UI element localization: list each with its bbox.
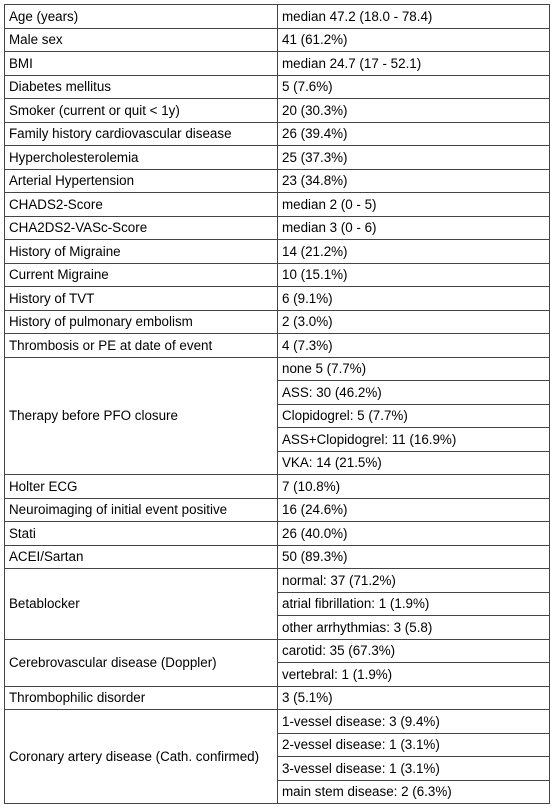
table-row: [5, 639, 550, 663]
table-row: [5, 99, 550, 123]
row-label: BMI: [5, 52, 278, 76]
table-row: [5, 193, 550, 217]
table-row: [5, 216, 550, 240]
row-value: 23 (34.8%): [278, 169, 550, 193]
row-label: History of Migraine: [5, 240, 278, 264]
row-value: ASS+Clopidogrel: 11 (16.9%): [278, 428, 550, 452]
row-label: CHA2DS2-VASc-Score: [5, 216, 278, 240]
table-row: [5, 522, 550, 546]
row-label: Family history cardiovascular disease: [5, 122, 278, 146]
row-value: 6 (9.1%): [278, 287, 550, 311]
table-row: [5, 263, 550, 287]
row-value: 5 (7.6%): [278, 75, 550, 99]
row-value: carotid: 35 (67.3%): [278, 639, 550, 663]
row-value: Clopidogrel: 5 (7.7%): [278, 404, 550, 428]
row-value: median 24.7 (17 - 52.1): [278, 52, 550, 76]
row-value: 3 (5.1%): [278, 686, 550, 710]
table-row: [5, 240, 550, 264]
row-label: Diabetes mellitus: [5, 75, 278, 99]
row-value: main stem disease: 2 (6.3%): [278, 780, 550, 804]
table-row: [5, 310, 550, 334]
row-label: History of TVT: [5, 287, 278, 311]
table-row: [5, 75, 550, 99]
row-label: ACEI/Sartan: [5, 545, 278, 569]
row-value: median 2 (0 - 5): [278, 193, 550, 217]
row-value: 3-vessel disease: 1 (3.1%): [278, 757, 550, 781]
row-value: 1-vessel disease: 3 (9.4%): [278, 710, 550, 734]
characteristics-table: [4, 4, 550, 804]
table-row: [5, 475, 550, 499]
characteristics-table-body: [5, 5, 550, 804]
row-label: Smoker (current or quit < 1y): [5, 99, 278, 123]
row-value: 26 (39.4%): [278, 122, 550, 146]
row-value: normal: 37 (71.2%): [278, 569, 550, 593]
row-label: Cerebrovascular disease (Doppler): [5, 639, 278, 686]
table-row: [5, 710, 550, 734]
row-label: Holter ECG: [5, 475, 278, 499]
row-value: VKA: 14 (21.5%): [278, 451, 550, 475]
row-value: 14 (21.2%): [278, 240, 550, 264]
row-label: History of pulmonary embolism: [5, 310, 278, 334]
table-row: [5, 334, 550, 358]
table-row: [5, 357, 550, 381]
table-row: [5, 498, 550, 522]
table-row: [5, 545, 550, 569]
row-label: Neuroimaging of initial event positive: [5, 498, 278, 522]
row-value: 25 (37.3%): [278, 146, 550, 170]
row-label: Hypercholesterolemia: [5, 146, 278, 170]
row-value: 41 (61.2%): [278, 28, 550, 52]
row-value: atrial fibrillation: 1 (1.9%): [278, 592, 550, 616]
row-value: 20 (30.3%): [278, 99, 550, 123]
table-row: [5, 52, 550, 76]
row-value: none 5 (7.7%): [278, 357, 550, 381]
row-label: CHADS2-Score: [5, 193, 278, 217]
row-value: 2-vessel disease: 1 (3.1%): [278, 733, 550, 757]
table-row: [5, 122, 550, 146]
row-value: median 47.2 (18.0 - 78.4): [278, 5, 550, 29]
table-row: [5, 287, 550, 311]
row-value: 26 (40.0%): [278, 522, 550, 546]
row-label: Thrombophilic disorder: [5, 686, 278, 710]
row-label: Arterial Hypertension: [5, 169, 278, 193]
row-value: ASS: 30 (46.2%): [278, 381, 550, 405]
table-row: [5, 146, 550, 170]
table-row: [5, 686, 550, 710]
row-value: 10 (15.1%): [278, 263, 550, 287]
row-label: Thrombosis or PE at date of event: [5, 334, 278, 358]
row-label: Current Migraine: [5, 263, 278, 287]
row-label: Coronary artery disease (Cath. confirmed): [5, 710, 278, 804]
row-value: 7 (10.8%): [278, 475, 550, 499]
row-value: median 3 (0 - 6): [278, 216, 550, 240]
row-label: Therapy before PFO closure: [5, 357, 278, 475]
row-value: other arrhythmias: 3 (5.8): [278, 616, 550, 640]
table-row: [5, 169, 550, 193]
row-label: Male sex: [5, 28, 278, 52]
table-row: [5, 28, 550, 52]
row-label: Stati: [5, 522, 278, 546]
row-value: 2 (3.0%): [278, 310, 550, 334]
row-value: 16 (24.6%): [278, 498, 550, 522]
row-label: Betablocker: [5, 569, 278, 640]
table-row: [5, 5, 550, 29]
row-label: Age (years): [5, 5, 278, 29]
table-row: [5, 569, 550, 593]
row-value: 4 (7.3%): [278, 334, 550, 358]
row-value: 50 (89.3%): [278, 545, 550, 569]
row-value: vertebral: 1 (1.9%): [278, 663, 550, 687]
